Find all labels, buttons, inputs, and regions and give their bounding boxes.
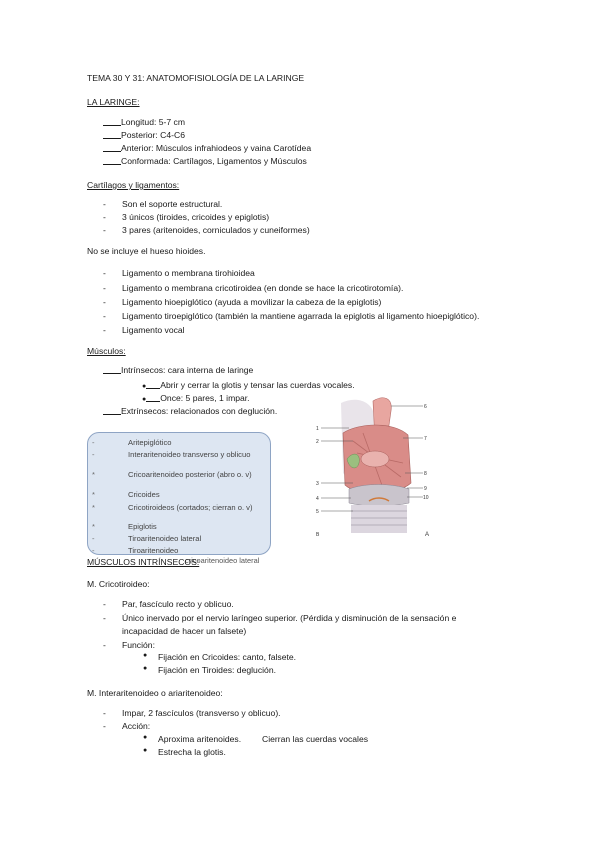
dash-marker: - xyxy=(103,708,106,718)
dash-marker: - xyxy=(103,268,106,278)
figure-label-right: 10 xyxy=(423,495,429,501)
figure-label-right: 7 xyxy=(424,436,427,442)
intr-sub-item: ● Once: 5 pares, 1 impar. xyxy=(142,393,250,403)
page-title: TEMA 30 Y 31: ANATOMOFISIOLOGÍA DE LA LARINGE xyxy=(87,73,305,83)
figure-label-right: 9 xyxy=(424,486,427,492)
dash-marker: - xyxy=(103,225,106,235)
callout-overlap-text: cricoaritenoideo lateral xyxy=(185,556,260,565)
hioides-note: No se incluye el hueso hioides. xyxy=(87,246,206,256)
accion-note: Cierran las cuerdas vocales xyxy=(262,734,369,744)
interaritenoideo-item: Impar, 2 fascículos (transverso y oblicuo). xyxy=(122,708,281,718)
figure-label-left: 2 xyxy=(316,439,319,445)
dash-marker: - xyxy=(103,311,106,321)
ligamento-item: Ligamento hioepiglótico (ayuda a movilizar la cabeza de la epiglotis) xyxy=(122,297,382,307)
figure-label-right: 6 xyxy=(424,404,427,410)
dash-marker: - xyxy=(103,212,106,222)
larinx-item: Longitud: 5-7 cm xyxy=(103,117,185,127)
larinx-item: Posterior: C4-C6 xyxy=(103,130,185,140)
ligamento-item: Ligamento tiroepiglótico (también la mantiene agarrada la epiglotis al ligamento hioepiglótico). xyxy=(122,311,480,321)
cricotiroideo-item: Función: xyxy=(122,640,155,650)
accion-item: Estrecha la glotis. xyxy=(158,747,226,757)
larinx-item: Conformada: Cartílagos, Ligamentos y Músculos xyxy=(103,156,307,166)
cricotiroideo-item: Único inervado por el nervio laríngeo superior. (Pérdida y disminución de la sensación e xyxy=(122,613,457,623)
cartilago-item: Son el soporte estructural. xyxy=(122,199,223,209)
funcion-item: Fijación en Cricoides: canto, falsete. xyxy=(158,652,297,662)
dash-marker: - xyxy=(103,297,106,307)
cricoid-shape xyxy=(349,485,409,507)
cricotiroideo-item: Par, fascículo recto y oblicuo. xyxy=(122,599,234,609)
dash-marker: - xyxy=(103,613,106,623)
interaritenoideo-title: M. Interaritenoideo o ariaritenoideo: xyxy=(87,688,223,698)
figure-label-left: 5 xyxy=(316,509,319,515)
bullet-marker: ● xyxy=(143,747,148,754)
figure-label-left: 3 xyxy=(316,481,319,487)
dash-marker: - xyxy=(103,199,106,209)
cartilagos-heading: Cartílagos y ligamentos: xyxy=(87,180,180,190)
dash-marker: - xyxy=(103,283,106,293)
dash-marker: - xyxy=(103,721,106,731)
funcion-item: Fijación en Tiroides: deglución. xyxy=(158,665,276,675)
intrinsecos-item: Intrínsecos: cara interna de laringe xyxy=(103,365,253,375)
muscle-list-callout: - Aritepiglótico - Interaritenoideo transverso y oblicuo * Cricoaritenoideo posterior (abro o. v) * Cricoides * Cricotiroideos (cortados; cierran o. v) * Epiglotis - Tiroaritenoideo lateral - Tiroaritenoideo xyxy=(87,432,271,555)
ligamento-item: Ligamento vocal xyxy=(122,325,185,335)
cricotiroideo-item-cont: incapacidad de hacer un falsete) xyxy=(122,626,247,636)
larinx-item: Anterior: Músculos infrahiodeos y vaina Carotídea xyxy=(103,143,311,153)
ligamento-item: Ligamento o membrana cricotiroidea (en donde se hace la cricotirotomía). xyxy=(122,283,404,293)
figure-corner-label: A xyxy=(425,532,430,538)
accion-item: Aproxima aritenoides. xyxy=(158,734,242,744)
ligamento-item: Ligamento o membrana tirohioidea xyxy=(122,268,255,278)
musculos-heading: Músculos: xyxy=(87,346,126,356)
larynx-muscles-figure xyxy=(313,393,434,539)
interaritenoideo-item: Acción: xyxy=(122,721,151,731)
intrinsecos-heading: MÚSCULOS INTRÍNSECOS: xyxy=(87,557,200,567)
trachea-shape xyxy=(351,505,407,533)
bullet-marker: ● xyxy=(143,652,148,659)
cricotiroideo-title: M. Cricotiroideo: xyxy=(87,579,150,589)
intr-sub-item: ● Abrir y cerrar la glotis y tensar las cuerdas vocales. xyxy=(142,380,355,390)
dash-marker: - xyxy=(103,640,106,650)
figure-label-left: 4 xyxy=(316,496,319,502)
cartilago-item: 3 pares (aritenoides, corniculados y cuneiformes) xyxy=(122,225,310,235)
extrinsecos-item: Extrínsecos: relacionados con deglución. xyxy=(103,406,277,416)
bullet-marker: ● xyxy=(143,734,148,741)
figure-label-left: 1 xyxy=(316,426,319,432)
cartilago-item: 3 únicos (tiroides, cricoides y epiglotis) xyxy=(122,212,270,222)
dash-marker: - xyxy=(103,325,106,335)
arytenoid-shape xyxy=(361,451,389,467)
bullet-marker: ● xyxy=(143,665,148,672)
figure-corner-label: B xyxy=(316,532,320,538)
larinx-heading: LA LARINGE: xyxy=(87,97,140,107)
dash-marker: - xyxy=(103,599,106,609)
figure-label-right: 8 xyxy=(424,471,427,477)
